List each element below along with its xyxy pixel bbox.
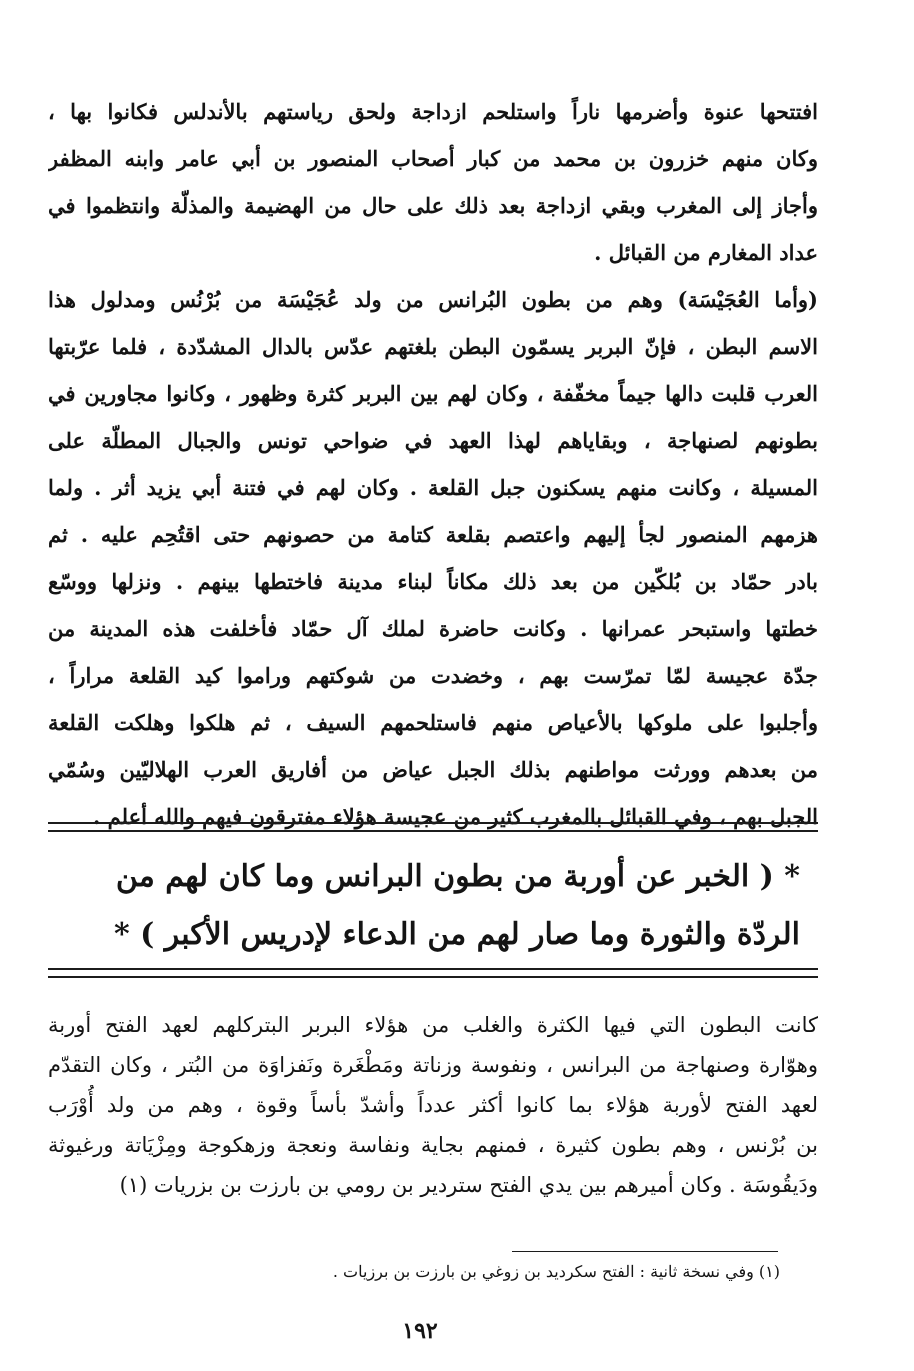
text-line: وأجلبوا على ملوكها بالأعياص منهم فاستلحمهم السيف ، ثم هلكوا وهلكت القلعة [48, 710, 818, 735]
double-rule-bottom-upper [48, 968, 818, 970]
text-line: الجبل بهم ، وفي القبائل بالمغرب كثير من عجيسة هؤلاء مفترقون فيهم والله أعلم . [93, 804, 818, 829]
text-line: وهوّارة وصنهاجة من البرانس ، ونفوسة وزناتة ومَطْغَرة ونَفزاوَة من البُتر ، وكان التقدّم [48, 1053, 818, 1077]
text-line: وكان منهم خزرون بن محمد من كبار أصحاب المنصور بن أبي عامر وابنه المظفر [48, 146, 818, 171]
text-line: بطونهم لصنهاجة ، وبقاياهم لهذا العهد في ضواحي تونس والجبال المطلّة على [48, 428, 818, 453]
double-rule-top-upper [48, 822, 818, 824]
section-heading [60, 848, 800, 964]
text-line: المسيلة ، وكانت منهم يسكنون جبل القلعة . وكان لهم في فتنة أبي يزيد أثر . ولما [48, 475, 818, 500]
paragraph-ajdaja [48, 88, 818, 276]
text-line: وأجاز إلى المغرب وبقي ازداجة بعد ذلك على حال من الهضيمة والمذلّة وانتظموا في [48, 193, 818, 218]
text-line: من بعدهم وورثت مواطنهم بذلك الجبل عياض من أفاريق العرب الهلاليّين وسُمّي [48, 757, 818, 782]
text-line: الاسم البطن ، فإنّ البربر يسمّون البطن بلغتهم عدّس بالدال المشدّدة ، فلما عرّبتها [48, 334, 818, 359]
paragraph-ajisa [48, 276, 818, 840]
paragraph-awraba [48, 1005, 818, 1205]
text-line: افتتحها عنوة وأضرمها ناراً واستلحم ازداجة ولحق رياستهم بالأندلس فكانوا بها ، [48, 99, 818, 124]
text-line: بن بُرْنس ، وهم بطون كثيرة ، فمنهم بجاية ونفاسة ونعجة وزهكوجة ومِزْيَاتة ورغيوثة [48, 1133, 818, 1157]
footnote-separator [512, 1251, 778, 1252]
text-line: خطتها واستبحر عمرانها . وكانت حاضرة لملك آل حمّاد فأخلفت هذه المدينة من [48, 616, 818, 641]
text-line: (وأما العُجَيْسَة) وهم من بطون البُرانس من ولد عُجَيْسَة من بُرْنُس ومدلول هذا [48, 287, 818, 312]
double-rule-bottom-lower [48, 976, 818, 978]
text-line: هزمهم المنصور لجأ إليهم واعتصم بقلعة كتامة من حصونهم حتى اقتُحِم عليه . ثم [48, 522, 818, 547]
text-line: لعهد الفتح لأوربة هؤلاء بما كانوا أكثر عدداً وأشدّ بأساً وقوة ، وهم من ولد أُوْرَب [48, 1093, 818, 1117]
heading-line: * ( الخبر عن أوربة من بطون البرانس وما كان لهم من [115, 859, 800, 894]
text-line: العرب قلبت دالها جيماً مخفّفة ، وكان لهم بين البربر كثرة وظهور ، وكانوا مجاورين في [48, 381, 818, 406]
text-line: جدّة عجيسة لمّا تمرّست بهم ، وخضدت من شوكتهم وراموا كيد القلعة مراراً ، [48, 663, 818, 688]
text-line: كانت البطون التي فيها الكثرة والغلب من هؤلاء البربر البتركلهم لعهد الفتح أوربة [48, 1013, 818, 1037]
text-line: بادر حمّاد بن بُلكّين من بعد ذلك مكاناً لبناء مدينة فاختطها بينهم . ونزلها ووسّع [48, 569, 818, 594]
text-line: ودَيقُوسَة . وكان أميرهم بين يدي الفتح ستردير بن رومي بن بارزت بن بزريات (١) [119, 1173, 818, 1197]
text-line: عداد المغارم من القبائل . [594, 240, 818, 265]
double-rule-top-lower [48, 830, 818, 832]
page-number: ١٩٢ [402, 1318, 438, 1344]
footnote: (١) وفي نسخة ثانية : الفتح سكرديد بن زوغي بن بارزت بن برزيات . [332, 1262, 780, 1281]
heading-line: الردّة والثورة وما صار لهم من الدعاء لإدريس الأكبر ) * [113, 917, 800, 952]
